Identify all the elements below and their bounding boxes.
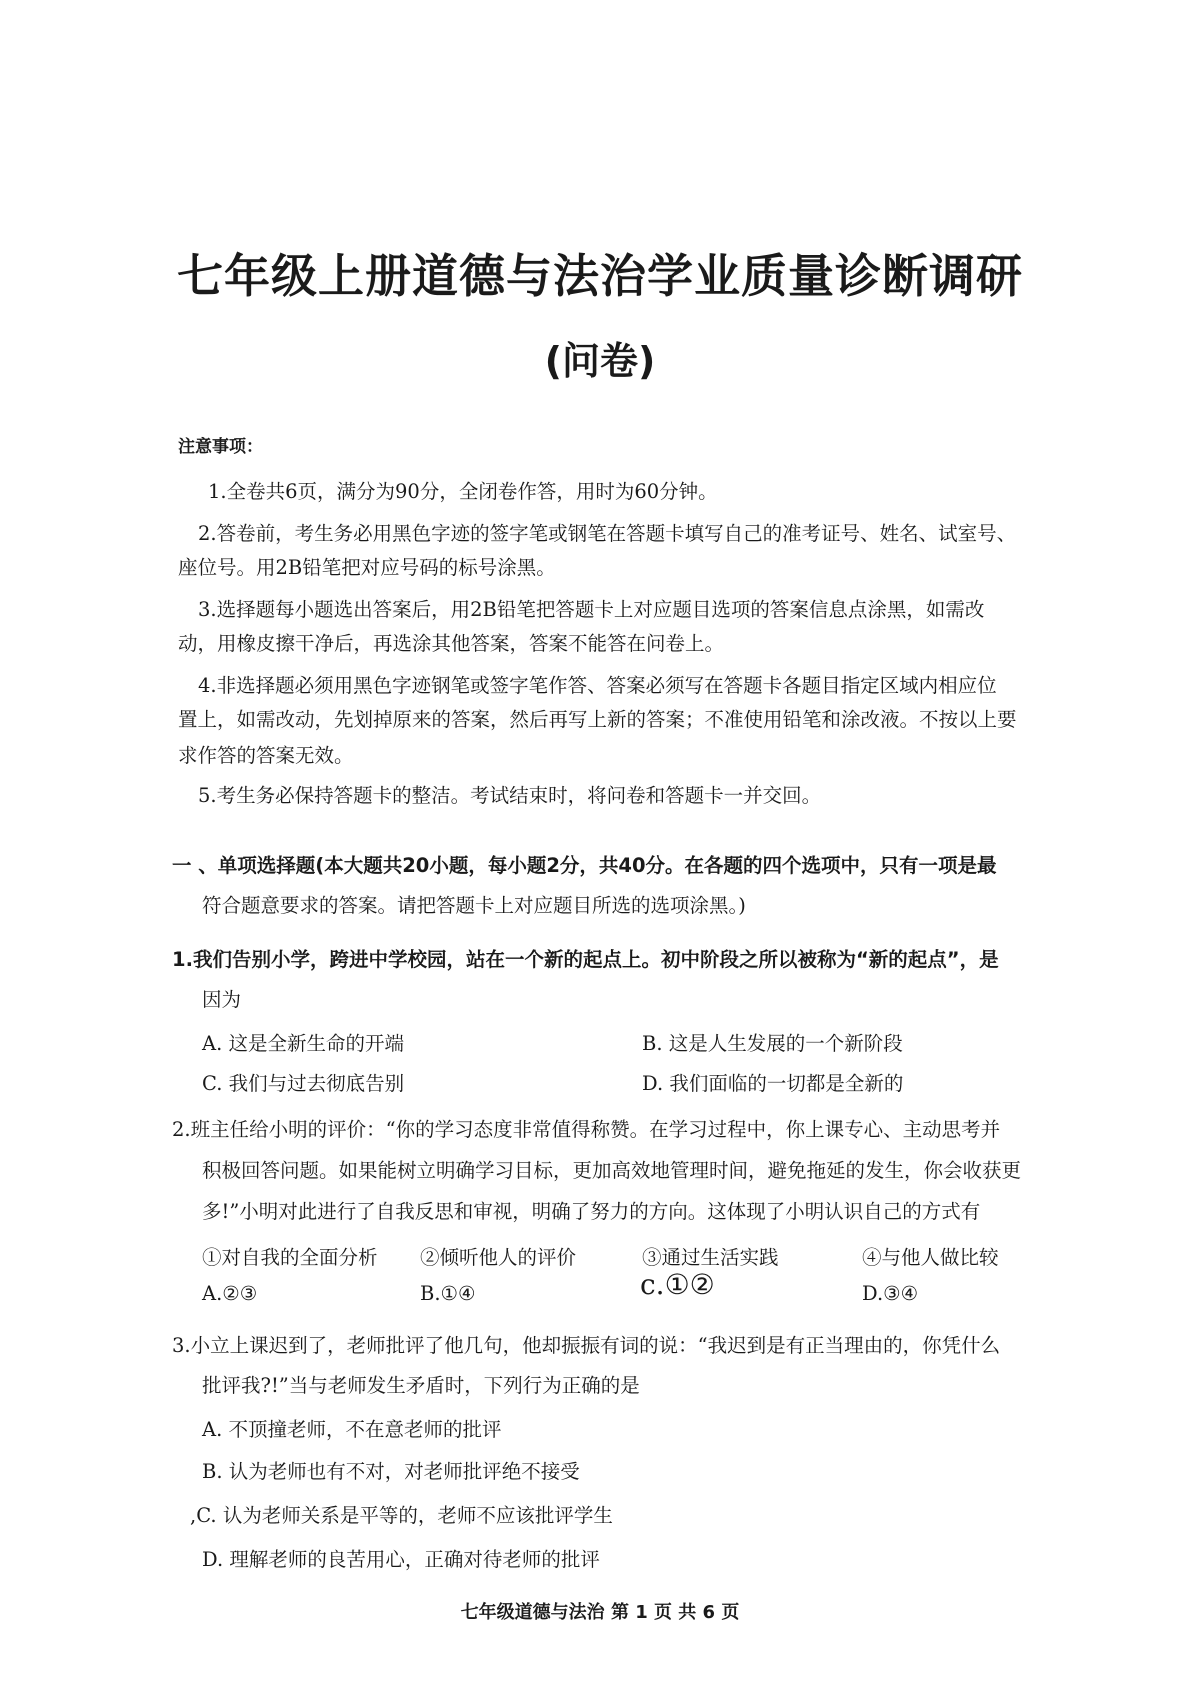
q2-item-3: ③通过生活实践 — [642, 1246, 779, 1269]
note-line: 座位号。用2B铅笔把对应号码的标号涂黑。 — [178, 556, 556, 579]
q1-option-d: D. 我们面临的一切都是全新的 — [642, 1072, 904, 1095]
question-2-stem-cont: 多!”小明对此进行了自我反思和审视，明确了努力的方向。这体现了小明认识自己的方式有 — [202, 1200, 981, 1223]
q3-option-c: ,C. 认为老师关系是平等的，老师不应该批评学生 — [190, 1504, 613, 1527]
section-instructions: 符合题意要求的答案。请把答题卡上对应题目所选的选项涂黑。) — [202, 894, 746, 917]
q2-option-d: D.③④ — [862, 1282, 919, 1305]
note-line: 1.全卷共6页，满分为90分，全闭卷作答，用时为60分钟。 — [208, 480, 718, 503]
q2-item-2: ②倾听他人的评价 — [420, 1246, 577, 1269]
section-heading: 一 、单项选择题(本大题共20小题，每小题2分，共40分。在各题的四个选项中，只有一项是最 — [172, 854, 997, 877]
q2-option-c: c.①② — [640, 1268, 715, 1301]
question-1-stem-cont: 因为 — [202, 988, 242, 1011]
note-line: 动，用橡皮擦干净后，再选涂其他答案，答案不能答在问卷上。 — [178, 632, 725, 655]
note-line: 2.答卷前，考生务必用黑色字迹的签字笔或钢笔在答题卡填写自己的准考证号、姓名、试室号、 — [198, 522, 1017, 545]
note-line: 4.非选择题必须用黑色字迹钢笔或签字笔作答、答案必须写在答题卡各题目指定区域内相应位 — [198, 674, 997, 697]
q1-option-c: C. 我们与过去彻底告别 — [202, 1072, 405, 1095]
note-line: 求作答的答案无效。 — [178, 744, 354, 767]
q3-option-d: D. 理解老师的良苦用心，正确对待老师的批评 — [202, 1548, 600, 1571]
note-line: 3.选择题每小题选出答案后，用2B铅笔把答题卡上对应题目选项的答案信息点涂黑，如需改 — [198, 598, 985, 621]
question-3-stem-cont: 批评我?!”当与老师发生矛盾时，下列行为正确的是 — [202, 1374, 640, 1397]
question-1-stem: 1.我们告别小学，跨进中学校园，站在一个新的起点上。初中阶段之所以被称为“新的起点”，是 — [172, 948, 999, 971]
note-line: 置上，如需改动，先划掉原来的答案，然后再写上新的答案；不准使用铅笔和涂改液。不按以上要 — [178, 708, 1017, 731]
page-footer: 七年级道德与法治 第 1 页 共 6 页 — [460, 1602, 740, 1623]
q2-option-a: A.②③ — [202, 1282, 258, 1305]
question-2-stem: 2.班主任给小明的评价：“你的学习态度非常值得称赞。在学习过程中，你上课专心、主动思考并 — [172, 1118, 1001, 1141]
q3-option-b: B. 认为老师也有不对，对老师批评绝不接受 — [202, 1460, 580, 1483]
page-subtitle: (问卷) — [544, 339, 656, 383]
page-title: 七年级上册道德与法治学业质量诊断调研 — [177, 249, 1023, 303]
notes-heading: 注意事项： — [178, 437, 263, 457]
q2-item-4: ④与他人做比较 — [862, 1246, 999, 1269]
q2-item-1: ①对自我的全面分析 — [202, 1246, 378, 1269]
q1-option-a: A. 这是全新生命的开端 — [202, 1032, 404, 1055]
note-line: 5.考生务必保持答题卡的整洁。考试结束时，将问卷和答题卡一并交回。 — [198, 784, 822, 807]
question-2-stem-cont: 积极回答问题。如果能树立明确学习目标，更加高效地管理时间，避免拖延的发生，你会收获更 — [202, 1159, 1022, 1182]
question-3-stem: 3.小立上课迟到了，老师批评了他几句，他却振振有词的说：“我迟到是有正当理由的，你凭什么 — [172, 1334, 1001, 1357]
q1-option-b: B. 这是人生发展的一个新阶段 — [642, 1032, 903, 1055]
q3-option-a: A. 不顶撞老师，不在意老师的批评 — [202, 1418, 502, 1441]
q2-option-b: B.①④ — [420, 1282, 476, 1305]
